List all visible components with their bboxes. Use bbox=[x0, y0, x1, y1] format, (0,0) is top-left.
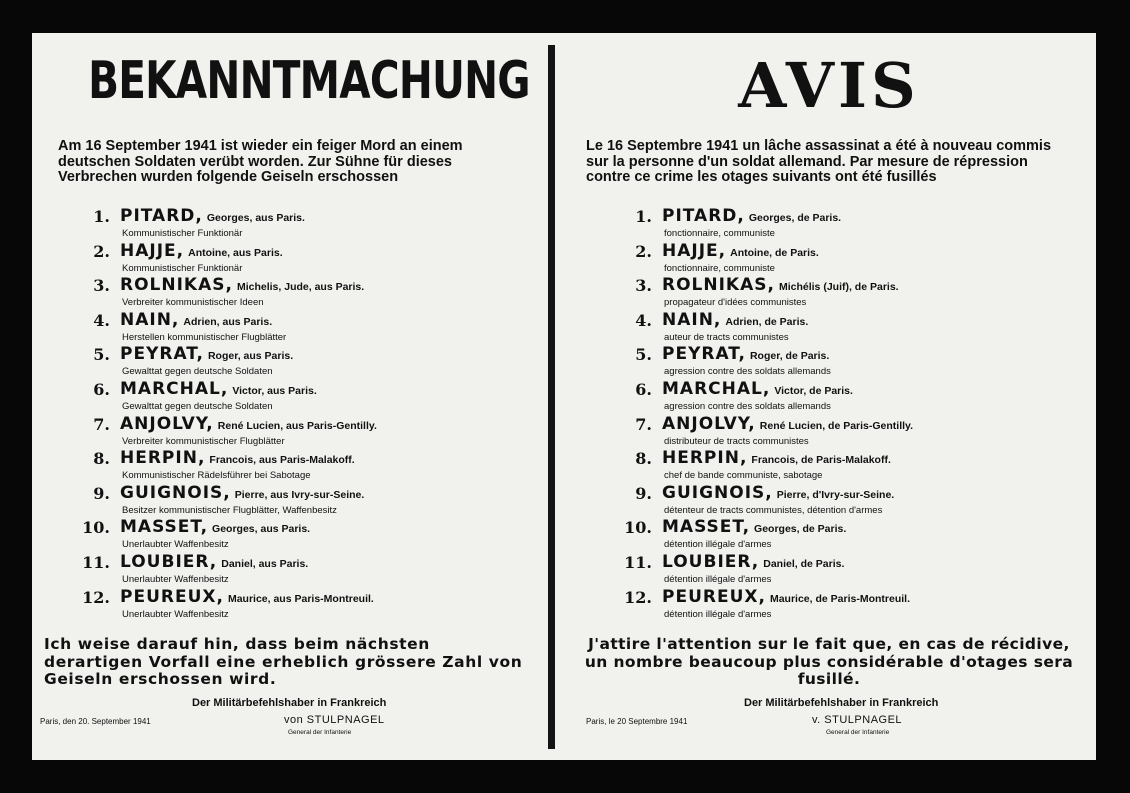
victim-surname: PITARD, bbox=[662, 206, 745, 226]
victim-charge: Gewalttat gegen deutsche Soldaten bbox=[122, 400, 273, 412]
victim-number: 1. bbox=[635, 207, 652, 226]
victim-surname: ROLNIKAS, bbox=[120, 275, 233, 296]
victim-name-line bbox=[656, 588, 1084, 609]
french-victim-list bbox=[614, 207, 1084, 622]
german-title: BEKANNTMACHUNG bbox=[88, 51, 530, 111]
victim-details: Georges, aus Paris. bbox=[212, 523, 311, 536]
victim-number: 3. bbox=[635, 276, 652, 296]
victim-number: 11. bbox=[624, 552, 652, 572]
victim-details: Antoine, de Paris. bbox=[730, 246, 819, 259]
victim-details: Adrien, de Paris. bbox=[725, 315, 809, 328]
victim-charge: fonctionnaire, communiste bbox=[664, 262, 775, 274]
victim-entry bbox=[614, 484, 1084, 519]
victim-charge: agression contre des soldats allemands bbox=[664, 366, 831, 378]
victim-details: Roger, aus Paris. bbox=[207, 350, 294, 363]
victim-name-line bbox=[656, 380, 1084, 401]
victim-number: 7. bbox=[93, 414, 110, 434]
victim-surname: PEUREUX, bbox=[120, 586, 224, 607]
victim-entry bbox=[72, 449, 532, 484]
victim-name-line bbox=[656, 449, 1084, 470]
victim-name-line bbox=[114, 311, 532, 332]
victim-name-line bbox=[656, 415, 1084, 436]
victim-surname: PITARD, bbox=[120, 206, 203, 226]
victim-surname: GUIGNOIS, bbox=[120, 482, 231, 503]
victim-entry bbox=[614, 311, 1084, 346]
victim-entry bbox=[614, 276, 1084, 311]
victim-number: 7. bbox=[635, 414, 652, 434]
victim-surname: MASSET, bbox=[120, 517, 209, 538]
victim-charge: Herstellen kommunistischer Flugblätter bbox=[122, 331, 287, 343]
victim-name-line bbox=[656, 242, 1084, 263]
french-warning: J'attire l'attention sur le fait que, en cas de récidive, un nombre beaucoup plus considérable d'otages sera fusillé. bbox=[584, 635, 1074, 688]
victim-surname: MARCHAL, bbox=[120, 378, 229, 399]
victim-surname: MASSET, bbox=[662, 517, 751, 538]
victim-entry bbox=[72, 276, 532, 311]
victim-entry bbox=[614, 553, 1084, 588]
victim-details: Maurice, de Paris-Montreuil. bbox=[769, 592, 910, 605]
victim-number: 12. bbox=[624, 587, 652, 607]
german-authority: Der Militärbefehlshaber in Frankreich bbox=[192, 697, 387, 709]
victim-entry bbox=[72, 588, 532, 623]
victim-number: 9. bbox=[93, 483, 110, 503]
victim-surname: ANJOLVY, bbox=[662, 413, 756, 434]
victim-charge: distributeur de tracts communistes bbox=[664, 435, 809, 447]
victim-name-line bbox=[114, 380, 532, 401]
victim-surname: LOUBIER, bbox=[120, 551, 218, 572]
victim-surname: HERPIN, bbox=[120, 448, 206, 469]
victim-name-line bbox=[114, 518, 532, 539]
victim-entry bbox=[72, 484, 532, 519]
french-rank: General der Infanterie bbox=[826, 729, 890, 736]
victim-name-line bbox=[114, 276, 532, 297]
french-intro: Le 16 Septembre 1941 un lâche assassinat a été à nouveau commis sur la personne d'un soldat allemand. Par mesure de répression contre ce crime les otages suivants ont été fusillés bbox=[586, 138, 1052, 185]
victim-name-line bbox=[656, 345, 1084, 366]
victim-number: 5. bbox=[93, 345, 110, 365]
victim-charge: détention illégale d'armes bbox=[664, 539, 772, 551]
victim-details: Georges, aus Paris. bbox=[206, 212, 305, 224]
victim-number: 11. bbox=[82, 552, 110, 572]
victim-name-line bbox=[114, 553, 532, 574]
column-divider bbox=[548, 45, 555, 749]
victim-number: 2. bbox=[93, 241, 110, 261]
victim-details: Francois, aus Paris-Malakoff. bbox=[209, 454, 355, 467]
french-signature: v. STULPNAGEL bbox=[812, 714, 903, 726]
german-signature: von STULPNAGEL bbox=[284, 714, 385, 726]
victim-name-line bbox=[656, 311, 1084, 332]
victim-entry bbox=[614, 449, 1084, 484]
victim-name-line bbox=[114, 415, 532, 436]
victim-details: René Lucien, aus Paris-Gentilly. bbox=[217, 419, 377, 432]
victim-number: 4. bbox=[93, 310, 110, 330]
victim-surname: ROLNIKAS, bbox=[662, 275, 775, 296]
victim-charge: propagateur d'idées communistes bbox=[664, 297, 807, 309]
victim-name-line bbox=[114, 449, 532, 470]
notice-poster bbox=[32, 33, 1096, 760]
german-intro: Am 16 September 1941 ist wieder ein feiger Mord an einem deutschen Soldaten verübt worden. Zur Sühne für dieses Verbrechen wurden folgende Geiseln erschossen bbox=[58, 138, 463, 185]
victim-details: Daniel, aus Paris. bbox=[221, 557, 309, 570]
victim-details: Adrien, aus Paris. bbox=[183, 315, 273, 328]
victim-number: 10. bbox=[624, 518, 652, 538]
victim-number: 3. bbox=[93, 276, 110, 296]
victim-details: Michelis, Jude, aus Paris. bbox=[236, 281, 365, 294]
victim-details: Victor, de Paris. bbox=[774, 384, 853, 397]
victim-surname: PEUREUX, bbox=[662, 586, 766, 607]
victim-details: Georges, de Paris. bbox=[754, 523, 847, 536]
german-place-date: Paris, den 20. September 1941 bbox=[40, 717, 151, 726]
victim-charge: auteur de tracts communistes bbox=[664, 331, 789, 343]
victim-entry bbox=[614, 588, 1084, 623]
victim-name-line bbox=[656, 518, 1084, 539]
victim-number: 12. bbox=[82, 587, 110, 607]
victim-surname: MARCHAL, bbox=[662, 378, 771, 399]
victim-details: Pierre, d'Ivry-sur-Seine. bbox=[776, 488, 895, 501]
victim-number: 6. bbox=[635, 379, 652, 399]
victim-number: 10. bbox=[82, 518, 110, 538]
victim-entry bbox=[614, 380, 1084, 415]
victim-surname: HAJJE, bbox=[662, 240, 727, 261]
victim-number: 4. bbox=[635, 310, 652, 330]
victim-details: Victor, aus Paris. bbox=[232, 384, 317, 397]
victim-name-line bbox=[656, 484, 1084, 505]
victim-entry bbox=[72, 380, 532, 415]
victim-charge: Besitzer kommunistischer Flugblätter, Waffenbesitz bbox=[122, 504, 337, 516]
victim-entry bbox=[72, 415, 532, 450]
victim-name-line bbox=[656, 553, 1084, 574]
victim-name-line bbox=[114, 345, 532, 366]
victim-charge: détention illégale d'armes bbox=[664, 573, 772, 585]
victim-entry bbox=[72, 311, 532, 346]
victim-entry bbox=[72, 518, 532, 553]
victim-surname: ANJOLVY, bbox=[120, 413, 214, 434]
victim-details: Georges, de Paris. bbox=[748, 212, 842, 224]
victim-details: Pierre, aus Ivry-sur-Seine. bbox=[234, 488, 365, 501]
victim-charge: Kommunistischer Funktionär bbox=[122, 262, 243, 274]
victim-charge: Verbreiter kommunistischer Flugblätter bbox=[122, 435, 285, 447]
victim-surname: NAIN, bbox=[120, 309, 180, 330]
victim-number: 1. bbox=[93, 207, 110, 226]
victim-surname: NAIN, bbox=[662, 309, 722, 330]
victim-surname: GUIGNOIS, bbox=[662, 482, 773, 503]
german-notice bbox=[32, 33, 542, 760]
victim-charge: Gewalttat gegen deutsche Soldaten bbox=[122, 366, 273, 378]
victim-details: Maurice, aus Paris-Montreuil. bbox=[227, 592, 374, 605]
victim-name-line bbox=[656, 276, 1084, 297]
german-victim-list bbox=[72, 207, 532, 622]
victim-details: Daniel, de Paris. bbox=[763, 557, 845, 570]
french-title: AVIS bbox=[738, 49, 920, 122]
victim-number: 2. bbox=[635, 241, 652, 261]
victim-number: 8. bbox=[93, 449, 110, 469]
victim-number: 8. bbox=[635, 449, 652, 469]
victim-surname: HERPIN, bbox=[662, 448, 748, 469]
victim-surname: PEYRAT, bbox=[662, 344, 746, 365]
victim-charge: détention illégale d'armes bbox=[664, 608, 772, 620]
french-place-date: Paris, le 20 Septembre 1941 bbox=[586, 717, 688, 726]
victim-charge: Unerlaubter Waffenbesitz bbox=[122, 539, 229, 551]
victim-name-line bbox=[114, 484, 532, 505]
victim-number: 6. bbox=[93, 379, 110, 399]
victim-details: Antoine, aus Paris. bbox=[188, 246, 283, 259]
victim-entry bbox=[614, 415, 1084, 450]
french-notice bbox=[564, 33, 1094, 760]
victim-entry bbox=[614, 207, 1084, 242]
victim-entry bbox=[72, 207, 532, 242]
victim-entry bbox=[72, 553, 532, 588]
victim-details: Michélis (Juif), de Paris. bbox=[778, 281, 899, 294]
victim-surname: LOUBIER, bbox=[662, 551, 760, 572]
victim-surname: HAJJE, bbox=[120, 240, 185, 261]
german-rank: General der Infanterie bbox=[288, 729, 352, 736]
victim-name-line bbox=[114, 242, 532, 263]
victim-charge: Unerlaubter Waffenbesitz bbox=[122, 573, 229, 585]
victim-charge: Verbreiter kommunistischer Ideen bbox=[122, 297, 264, 309]
victim-name-line bbox=[656, 207, 1084, 228]
victim-details: Roger, de Paris. bbox=[749, 350, 830, 363]
german-warning: Ich weise darauf hin, dass beim nächsten derartigen Vorfall eine erheblich grössere Zahl von Geiseln erschossen wird. bbox=[44, 635, 523, 688]
victim-number: 5. bbox=[635, 345, 652, 365]
victim-details: Francois, de Paris-Malakoff. bbox=[751, 454, 891, 467]
victim-number: 9. bbox=[635, 483, 652, 503]
victim-charge: Unerlaubter Waffenbesitz bbox=[122, 608, 229, 620]
victim-charge: Kommunistischer Rädelsführer bei Sabotage bbox=[122, 470, 311, 482]
victim-charge: Kommunistischer Funktionär bbox=[122, 228, 243, 239]
victim-entry bbox=[614, 518, 1084, 553]
victim-entry bbox=[614, 242, 1084, 277]
victim-charge: chef de bande communiste, sabotage bbox=[664, 470, 823, 482]
victim-charge: agression contre des soldats allemands bbox=[664, 400, 831, 412]
victim-surname: PEYRAT, bbox=[120, 344, 204, 365]
victim-charge: détenteur de tracts communistes, détention d'armes bbox=[664, 504, 883, 516]
victim-entry bbox=[614, 345, 1084, 380]
victim-name-line bbox=[114, 588, 532, 609]
victim-entry bbox=[72, 242, 532, 277]
victim-details: René Lucien, de Paris-Gentilly. bbox=[759, 419, 914, 432]
french-authority: Der Militärbefehlshaber in Frankreich bbox=[744, 697, 939, 709]
victim-charge: fonctionnaire, communiste bbox=[664, 228, 775, 239]
victim-name-line bbox=[114, 207, 532, 228]
victim-entry bbox=[72, 345, 532, 380]
